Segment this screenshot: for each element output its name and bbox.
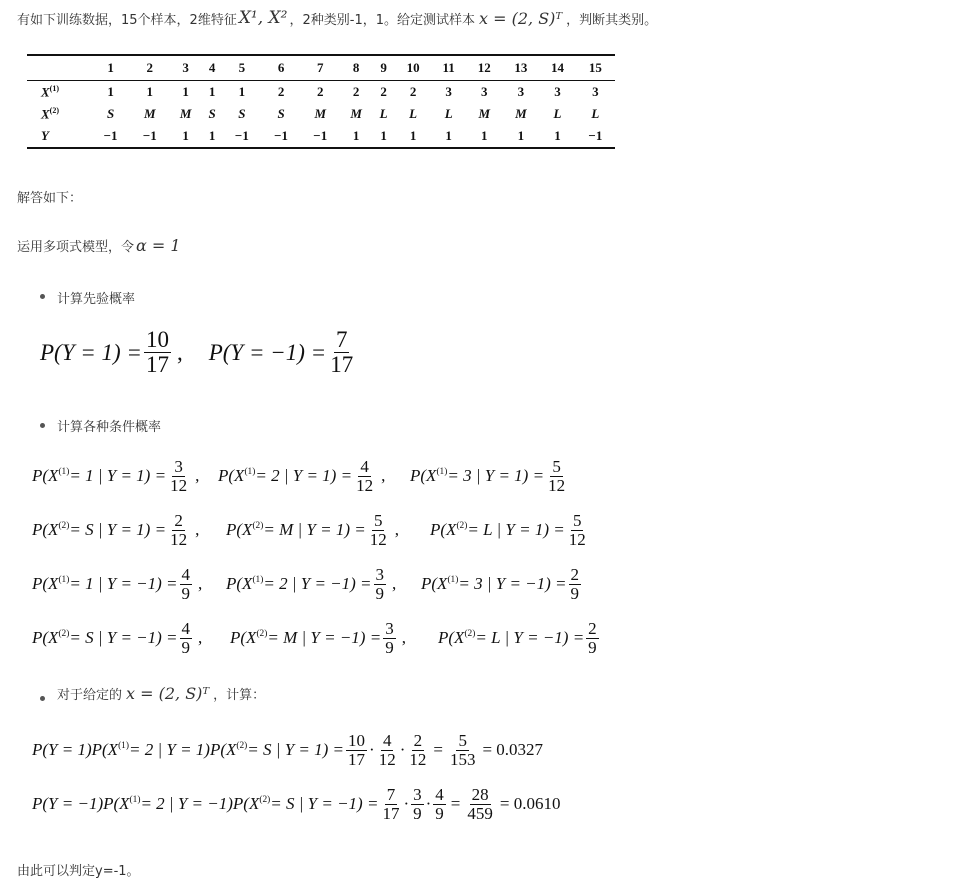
cond-den: 9 bbox=[588, 637, 597, 657]
cond-lhs: P(X bbox=[230, 628, 257, 648]
table-cell: 1 bbox=[238, 84, 246, 99]
cond-formula bbox=[32, 458, 199, 495]
row-label-sup: (2) bbox=[49, 105, 59, 115]
calc-part-a: P(Y = 1)P(X bbox=[32, 740, 119, 760]
bullet3-x: x = (2, S)ᵀ bbox=[126, 684, 210, 703]
model-alpha: α = 1 bbox=[136, 236, 181, 255]
model-statement bbox=[17, 236, 181, 255]
table-cell: 1 bbox=[208, 84, 216, 99]
cond-sep: , bbox=[198, 628, 203, 648]
cond-frac bbox=[586, 620, 599, 657]
table-cell: 2 bbox=[409, 84, 417, 99]
cond-mid: = 1 | Y = 1) = bbox=[69, 466, 167, 486]
calc-frac bbox=[377, 732, 398, 769]
calc-dot: · bbox=[403, 794, 410, 814]
calc-sup-1: (1) bbox=[129, 794, 141, 805]
cond-formula bbox=[438, 620, 601, 657]
cond-den: 12 bbox=[548, 475, 566, 495]
calc-result-num: 28 bbox=[471, 785, 489, 804]
calc-frac bbox=[380, 786, 401, 823]
calc-frac bbox=[407, 732, 428, 769]
cond-den: 9 bbox=[181, 583, 191, 603]
table-row-label bbox=[27, 81, 91, 104]
table-header-cell: 9 bbox=[372, 55, 394, 81]
table-cell: M bbox=[179, 106, 192, 121]
calc-num: 10 bbox=[348, 731, 366, 750]
calc-result: = 0.0327 bbox=[482, 740, 544, 760]
table-header-cell: 14 bbox=[539, 55, 576, 81]
cond-sup: (2) bbox=[58, 520, 70, 531]
cond-sep: , bbox=[381, 466, 386, 486]
table-cell: 1 bbox=[466, 125, 503, 148]
calc-result-num: 5 bbox=[458, 731, 467, 750]
cond-frac bbox=[180, 620, 193, 657]
calc-num: 2 bbox=[413, 731, 423, 750]
table-cell: 1 bbox=[202, 125, 222, 148]
cond-formula bbox=[32, 620, 202, 657]
cond-frac bbox=[546, 458, 567, 495]
cond-num: 4 bbox=[360, 457, 369, 476]
cond-frac bbox=[383, 620, 396, 657]
table-cell: −1 bbox=[91, 125, 130, 148]
calc-den: 17 bbox=[382, 803, 400, 823]
cond-num: 2 bbox=[570, 565, 580, 584]
cond-formula bbox=[32, 512, 199, 549]
cond-formula bbox=[410, 458, 569, 495]
cond-den: 12 bbox=[170, 529, 188, 549]
table-header-cell: 10 bbox=[395, 55, 432, 81]
problem-text-c: ，判断其类别。 bbox=[566, 12, 658, 28]
cond-formula bbox=[421, 566, 583, 603]
cond-lhs: P(X bbox=[32, 574, 59, 594]
bullet-prior: 计算先验概率 bbox=[57, 292, 136, 307]
bullet-dot-1 bbox=[40, 294, 45, 299]
prior-lhs-1: P(Y = 1) = bbox=[40, 339, 142, 365]
table-cell: S bbox=[277, 106, 285, 121]
calc-num: 3 bbox=[413, 785, 422, 804]
cond-sup: (2) bbox=[256, 628, 268, 639]
table-cell: M bbox=[350, 106, 362, 121]
cond-sup: (1) bbox=[58, 574, 70, 585]
cond-formula bbox=[32, 566, 202, 603]
table-cell: −1 bbox=[222, 125, 261, 148]
calc-den: 9 bbox=[413, 803, 422, 823]
problem-text-b: ，2种类别-1，1。给定测试样本 bbox=[289, 12, 475, 28]
cond-lhs: P(X bbox=[226, 574, 253, 594]
cond-sup: (1) bbox=[252, 574, 264, 585]
table-row-label bbox=[27, 103, 91, 125]
bullet-dot-3 bbox=[40, 696, 45, 701]
row-label-sup: (1) bbox=[49, 83, 59, 93]
cond-mid: = S | Y = 1) = bbox=[69, 520, 167, 540]
cond-den: 12 bbox=[170, 475, 188, 495]
cond-num: 5 bbox=[572, 511, 582, 530]
calc-den: 12 bbox=[378, 749, 396, 769]
table-cell: 1 bbox=[182, 84, 189, 99]
cond-lhs: P(X bbox=[32, 466, 59, 486]
bullet3-text-a: 对于给定的 bbox=[57, 688, 123, 703]
table-cell: 1 bbox=[539, 125, 576, 148]
calc-num: 4 bbox=[382, 731, 392, 750]
prior-den-1: 17 bbox=[145, 352, 169, 378]
table-header-cell: 5 bbox=[222, 55, 261, 81]
cond-den: 12 bbox=[369, 529, 387, 549]
calc-result-frac bbox=[448, 732, 478, 769]
prior-num-1: 10 bbox=[145, 327, 169, 352]
cond-lhs: P(X bbox=[32, 628, 59, 648]
cond-den: 9 bbox=[375, 583, 385, 603]
cond-sep: , bbox=[394, 520, 399, 540]
table-cell: 3 bbox=[481, 84, 488, 99]
cond-lhs: P(X bbox=[421, 574, 448, 594]
table-cell: 1 bbox=[395, 125, 432, 148]
cond-num: 3 bbox=[375, 565, 385, 584]
table-header-cell: 11 bbox=[431, 55, 466, 81]
cond-sup: (2) bbox=[456, 520, 468, 531]
table-cell: S bbox=[106, 106, 115, 121]
calc-frac bbox=[411, 786, 424, 823]
row-label-text: X bbox=[41, 106, 50, 122]
cond-mid: = L | Y = 1) = bbox=[467, 520, 565, 540]
cond-sep: , bbox=[392, 574, 397, 594]
answer-intro: 解答如下： bbox=[17, 191, 83, 206]
cond-sup: (1) bbox=[436, 466, 448, 477]
table-cell: −1 bbox=[576, 125, 615, 148]
table-cell: 3 bbox=[554, 84, 561, 99]
cond-mid: = M | Y = 1) = bbox=[263, 520, 366, 540]
table-header-cell: 1 bbox=[91, 55, 130, 81]
table-header-cell: 12 bbox=[466, 55, 503, 81]
cond-mid: = 2 | Y = −1) = bbox=[263, 574, 372, 594]
prior-frac-2 bbox=[328, 328, 355, 377]
cond-mid: = 3 | Y = 1) = bbox=[447, 466, 545, 486]
calc-den: 17 bbox=[348, 749, 366, 769]
prior-num-2: 7 bbox=[335, 327, 348, 352]
table-cell: 1 bbox=[169, 125, 202, 148]
calc-dot: · bbox=[399, 740, 406, 760]
problem-sample: x = (2, S)ᵀ bbox=[479, 8, 563, 28]
table-cell: L bbox=[409, 106, 418, 121]
calc-den: 9 bbox=[435, 803, 444, 823]
cond-sup: (2) bbox=[58, 628, 70, 639]
calc-result-den: 153 bbox=[449, 749, 476, 769]
table-header-cell: 8 bbox=[340, 55, 373, 81]
table-cell: M bbox=[314, 106, 327, 121]
cond-num: 4 bbox=[181, 565, 191, 584]
cond-formula bbox=[226, 566, 396, 603]
calc-formula-2 bbox=[32, 786, 560, 823]
table-header-cell: 13 bbox=[503, 55, 540, 81]
table-header-cell: 2 bbox=[130, 55, 169, 81]
model-text: 运用多项式模型，令 bbox=[17, 240, 135, 255]
cond-lhs: P(X bbox=[226, 520, 253, 540]
table-row-x2 bbox=[27, 103, 615, 125]
table-cell: 1 bbox=[431, 125, 466, 148]
table-cell: L bbox=[444, 106, 453, 121]
problem-statement bbox=[17, 8, 657, 28]
cond-den: 9 bbox=[181, 637, 191, 657]
row-label-text: Y bbox=[41, 128, 49, 143]
cond-lhs: P(X bbox=[410, 466, 437, 486]
prior-formula bbox=[40, 328, 357, 377]
calc-eq: = bbox=[450, 794, 461, 814]
table-cell: S bbox=[238, 106, 246, 121]
table-cell: 2 bbox=[352, 84, 360, 99]
cond-num: 5 bbox=[552, 457, 561, 476]
calc-result-frac bbox=[465, 786, 495, 823]
cond-frac bbox=[368, 512, 389, 549]
prior-sep: , bbox=[176, 339, 183, 365]
cond-lhs: P(X bbox=[218, 466, 245, 486]
table-cell: M bbox=[144, 106, 156, 121]
cond-mid: = 1 | Y = −1) = bbox=[69, 574, 178, 594]
cond-frac bbox=[374, 566, 387, 603]
row-label-text: X bbox=[41, 84, 50, 100]
cond-frac bbox=[180, 566, 193, 603]
cond-num: 2 bbox=[588, 619, 597, 638]
table-cell: S bbox=[208, 106, 216, 121]
calc-part-b: = 2 | Y = −1)P(X bbox=[140, 794, 260, 814]
prior-frac-1 bbox=[144, 328, 171, 377]
table-row-label bbox=[27, 125, 91, 148]
table-cell: L bbox=[553, 106, 562, 121]
calc-num: 4 bbox=[435, 785, 444, 804]
cond-frac bbox=[567, 512, 588, 549]
cond-num: 2 bbox=[174, 511, 183, 530]
cond-frac bbox=[168, 458, 189, 495]
calc-sup-1: (1) bbox=[118, 740, 129, 751]
calc-part-b: = 2 | Y = 1)P(X bbox=[128, 740, 237, 760]
table-cell: 3 bbox=[445, 84, 452, 99]
cond-formula bbox=[430, 512, 590, 549]
problem-features: X¹, X² bbox=[238, 8, 288, 28]
cond-sep: , bbox=[401, 628, 406, 648]
bullet-compute bbox=[57, 684, 265, 703]
table-cell: 2 bbox=[380, 84, 387, 99]
calc-part-c: = S | Y = 1) = bbox=[247, 740, 345, 760]
problem-text-a: 有如下训练数据，15个样本，2维特征 bbox=[17, 12, 237, 28]
calc-formula-1 bbox=[32, 732, 543, 769]
cond-den: 12 bbox=[356, 475, 374, 495]
table-cell: −1 bbox=[261, 125, 300, 148]
cond-sup: (2) bbox=[252, 520, 264, 531]
table-cell: −1 bbox=[301, 125, 340, 148]
calc-frac bbox=[346, 732, 367, 769]
table-header-cell: 6 bbox=[261, 55, 300, 81]
cond-lhs: P(X bbox=[438, 628, 465, 648]
table-cell: 1 bbox=[372, 125, 394, 148]
table-header-cell: 7 bbox=[301, 55, 340, 81]
cond-den: 9 bbox=[570, 583, 580, 603]
cond-sup: (1) bbox=[58, 466, 70, 477]
bullet-conditional: 计算各种条件概率 bbox=[57, 420, 162, 435]
cond-mid: = L | Y = −1) = bbox=[475, 628, 585, 648]
calc-dot: · bbox=[369, 740, 375, 760]
cond-lhs: P(X bbox=[32, 520, 59, 540]
cond-formula bbox=[226, 512, 399, 549]
table-cell: −1 bbox=[130, 125, 169, 148]
calc-dot: · bbox=[425, 794, 432, 814]
table-cell: M bbox=[478, 106, 491, 121]
table-cell: 3 bbox=[592, 84, 599, 99]
cond-lhs: P(X bbox=[430, 520, 457, 540]
cond-den: 12 bbox=[568, 529, 586, 549]
cond-mid: = M | Y = −1) = bbox=[267, 628, 382, 648]
cond-sep: , bbox=[195, 520, 200, 540]
table-row-y bbox=[27, 125, 615, 148]
prior-den-2: 17 bbox=[330, 352, 354, 378]
calc-eq: = bbox=[433, 740, 443, 760]
calc-den: 12 bbox=[409, 749, 427, 769]
table-row-x1 bbox=[27, 81, 615, 104]
cond-sup: (1) bbox=[244, 466, 256, 477]
calc-sup-2: (2) bbox=[236, 740, 248, 751]
table-cell: L bbox=[591, 106, 600, 121]
cond-den: 9 bbox=[385, 637, 394, 657]
cond-num: 5 bbox=[373, 511, 383, 530]
cond-formula bbox=[218, 458, 385, 495]
cond-formula bbox=[230, 620, 406, 657]
calc-result-den: 459 bbox=[467, 803, 493, 823]
table-cell: 3 bbox=[517, 84, 525, 99]
cond-sup: (2) bbox=[464, 628, 476, 639]
table-cell: 1 bbox=[107, 84, 114, 99]
cond-frac bbox=[569, 566, 582, 603]
table-cell: 1 bbox=[340, 125, 373, 148]
cond-sep: , bbox=[198, 574, 203, 594]
calc-frac bbox=[433, 786, 446, 823]
cond-mid: = 3 | Y = −1) = bbox=[458, 574, 567, 594]
cond-num: 3 bbox=[385, 619, 394, 638]
training-data-table bbox=[27, 54, 615, 149]
cond-frac bbox=[168, 512, 189, 549]
table-header-row bbox=[27, 55, 615, 81]
calc-part-c: = S | Y = −1) = bbox=[270, 794, 379, 814]
calc-result: = 0.0610 bbox=[499, 794, 561, 814]
cond-mid: = S | Y = −1) = bbox=[69, 628, 178, 648]
calc-num: 7 bbox=[386, 785, 396, 804]
bullet3-text-b: ，计算： bbox=[213, 688, 266, 703]
bullet-dot-2 bbox=[40, 423, 45, 428]
calc-sup-2: (2) bbox=[259, 794, 271, 805]
table-header-cell: 4 bbox=[202, 55, 222, 81]
calc-part-a: P(Y = −1)P(X bbox=[32, 794, 130, 814]
table-cell: 1 bbox=[146, 84, 154, 99]
prior-lhs-2: P(Y = −1) = bbox=[208, 339, 327, 365]
conclusion: 由此可以判定y=-1。 bbox=[17, 864, 140, 879]
cond-mid: = 2 | Y = 1) = bbox=[255, 466, 353, 486]
table-header-cell: 3 bbox=[169, 55, 202, 81]
cond-num: 3 bbox=[174, 457, 183, 476]
cond-num: 4 bbox=[181, 619, 191, 638]
table-cell: L bbox=[379, 106, 388, 121]
cond-frac bbox=[354, 458, 375, 495]
table-cell: 1 bbox=[503, 125, 540, 148]
table-header-cell bbox=[27, 55, 91, 81]
table-cell: 2 bbox=[317, 84, 324, 99]
table-cell: 2 bbox=[277, 84, 285, 99]
table-cell: M bbox=[515, 106, 527, 121]
table-header-cell: 15 bbox=[576, 55, 615, 81]
cond-sup: (1) bbox=[447, 574, 459, 585]
cond-sep: , bbox=[195, 466, 200, 486]
